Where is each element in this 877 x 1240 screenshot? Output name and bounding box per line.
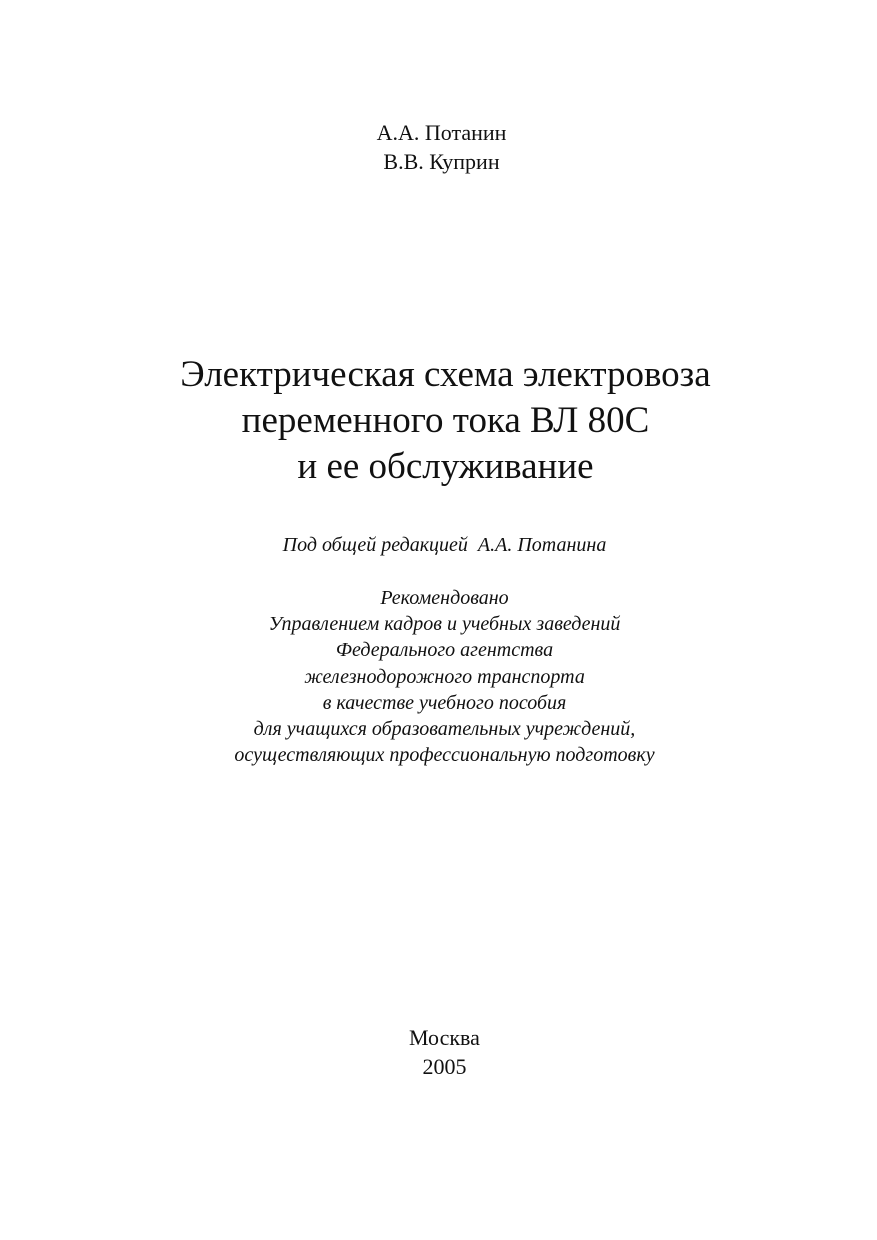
recommendation-note [0,585,877,768]
editor-line: Под общей редакцией А.А. Потанина [282,534,607,556]
title-line: переменного тока ВЛ 80С [241,400,650,441]
imprint [0,1023,877,1081]
recommendation-line: осуществляющих профессиональную подготовку [234,744,655,767]
author-name: А.А. Потанин [376,120,507,145]
recommendation-line: железнодорожного транспорта [304,665,585,688]
recommendation-line: Рекомендовано [380,587,509,609]
title-line: и ее обслуживание [297,446,594,487]
recommendation-line: Федерального агентства [335,639,554,662]
editor-credit [0,532,877,558]
book-title [0,352,877,490]
publication-year: 2005 [422,1054,467,1079]
publication-city: Москва [409,1025,480,1050]
author-name: В.В. Куприн [383,149,500,174]
recommendation-line: Управлением кадров и учебных заведений [268,613,621,636]
authors [0,118,877,176]
title-line: Электрическая схема электровоза [180,354,711,395]
recommendation-line: в качестве учебного пособия [322,691,567,714]
recommendation-line: для учащихся образовательных учреждений, [253,718,636,741]
